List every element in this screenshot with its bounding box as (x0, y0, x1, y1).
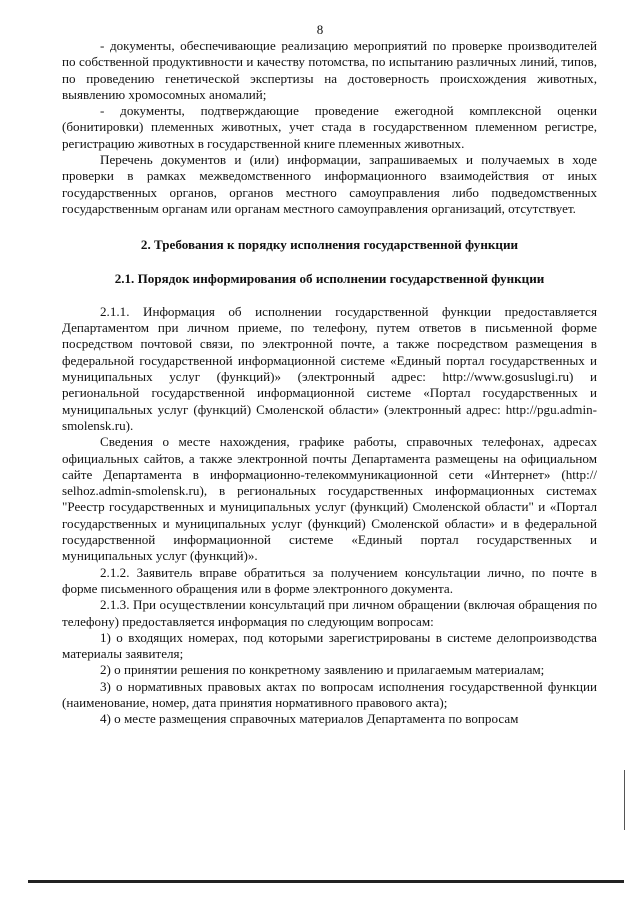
document-body (62, 38, 597, 728)
paragraph: 2.1.2. Заявитель вправе обратиться за получением консультации лично, по почте в форме письменного обращения или в форме электронного документа. (62, 564, 597, 596)
bottom-rule (28, 880, 624, 883)
margin-mark (624, 770, 625, 830)
section-heading: 2. Требования к порядку исполнения государственной функции (140, 237, 519, 253)
paragraph: 2.1.1. Информация об исполнении государственной функции предоставляется Департаментом при личном приеме, по телефону, путем ответов в письменной форме посредством почтовой связи, по электронной почте, а также посредством размещения в федеральной государственной информационной системе «Единый портал государственных и муниципальных услуг (функций)» (электронный адрес: http://www.gosuslugi.ru) и региональной государственной информационной системе «Портал государственных и муниципальных услуг (функций) Смоленской области» (электронный адрес: http://pgu.admin-smolensk.ru). (62, 303, 597, 433)
paragraph: Перечень документов и (или) информации, запрашиваемых и получаемых в ходе проверки в рамках межведомственного информационного взаимодействия от иных государственных органов, органов местного самоуправления либо подведомственных государственным органам или органам местного самоуправления организаций, отсутствует. (62, 152, 597, 216)
paragraph: Сведения о месте нахождения, графике работы, справочных телефонах, адресах официальных сайтов, а также электронной почты Департамента размещены на официальном сайте Департамента в информационно-телекоммуникационной сети «Интернет» (http:// selhoz.admin-smolensk.ru), в региональных государственных информационных системах "Реестр государственных и муниципальных услуг (функций) Смоленской области" и «Портал государственных и муниципальных услуг (функций) Смоленской области» и в федеральной государственной информационной системе «Единый портал государственных и муниципальных услуг (функций)». (62, 434, 597, 564)
list-item: 3) о нормативных правовых актах по вопросам исполнения государственной функции (наименование, номер, дата принятия нормативного правового акта); (62, 678, 597, 710)
list-item: 4) о месте размещения справочных материалов Департамента по вопросам (100, 711, 519, 727)
subsection-heading: 2.1. Порядок информирования об исполнении государственной функции (114, 270, 545, 286)
list-item: 2) о принятии решения по конкретному заявлению и прилагаемым материалам; (100, 662, 545, 678)
list-item: 1) о входящих номерах, под которыми зарегистрированы в системе делопроизводства материалы заявителя; (62, 629, 597, 662)
paragraph: 2.1.3. При осуществлении консультаций при личном обращении (включая обращения по телефону) предоставляется информация по следующим вопросам: (62, 597, 597, 629)
paragraph: - документы, подтверждающие проведение ежегодной комплексной оценки (бонитировки) племенных животных, учет стада в государственном племенном регистре, регистрацию животных в государственной книге племенных животных. (62, 103, 597, 151)
page-number: 8 (316, 22, 324, 37)
paragraph: - документы, обеспечивающие реализацию мероприятий по проверке производителей по собственной продуктивности и качеству потомства, по испытанию различных линий, типов, по проведению генетической экспертизы на достоверность происхождения животных, выявлению хромосомных аномалий; (62, 38, 597, 102)
